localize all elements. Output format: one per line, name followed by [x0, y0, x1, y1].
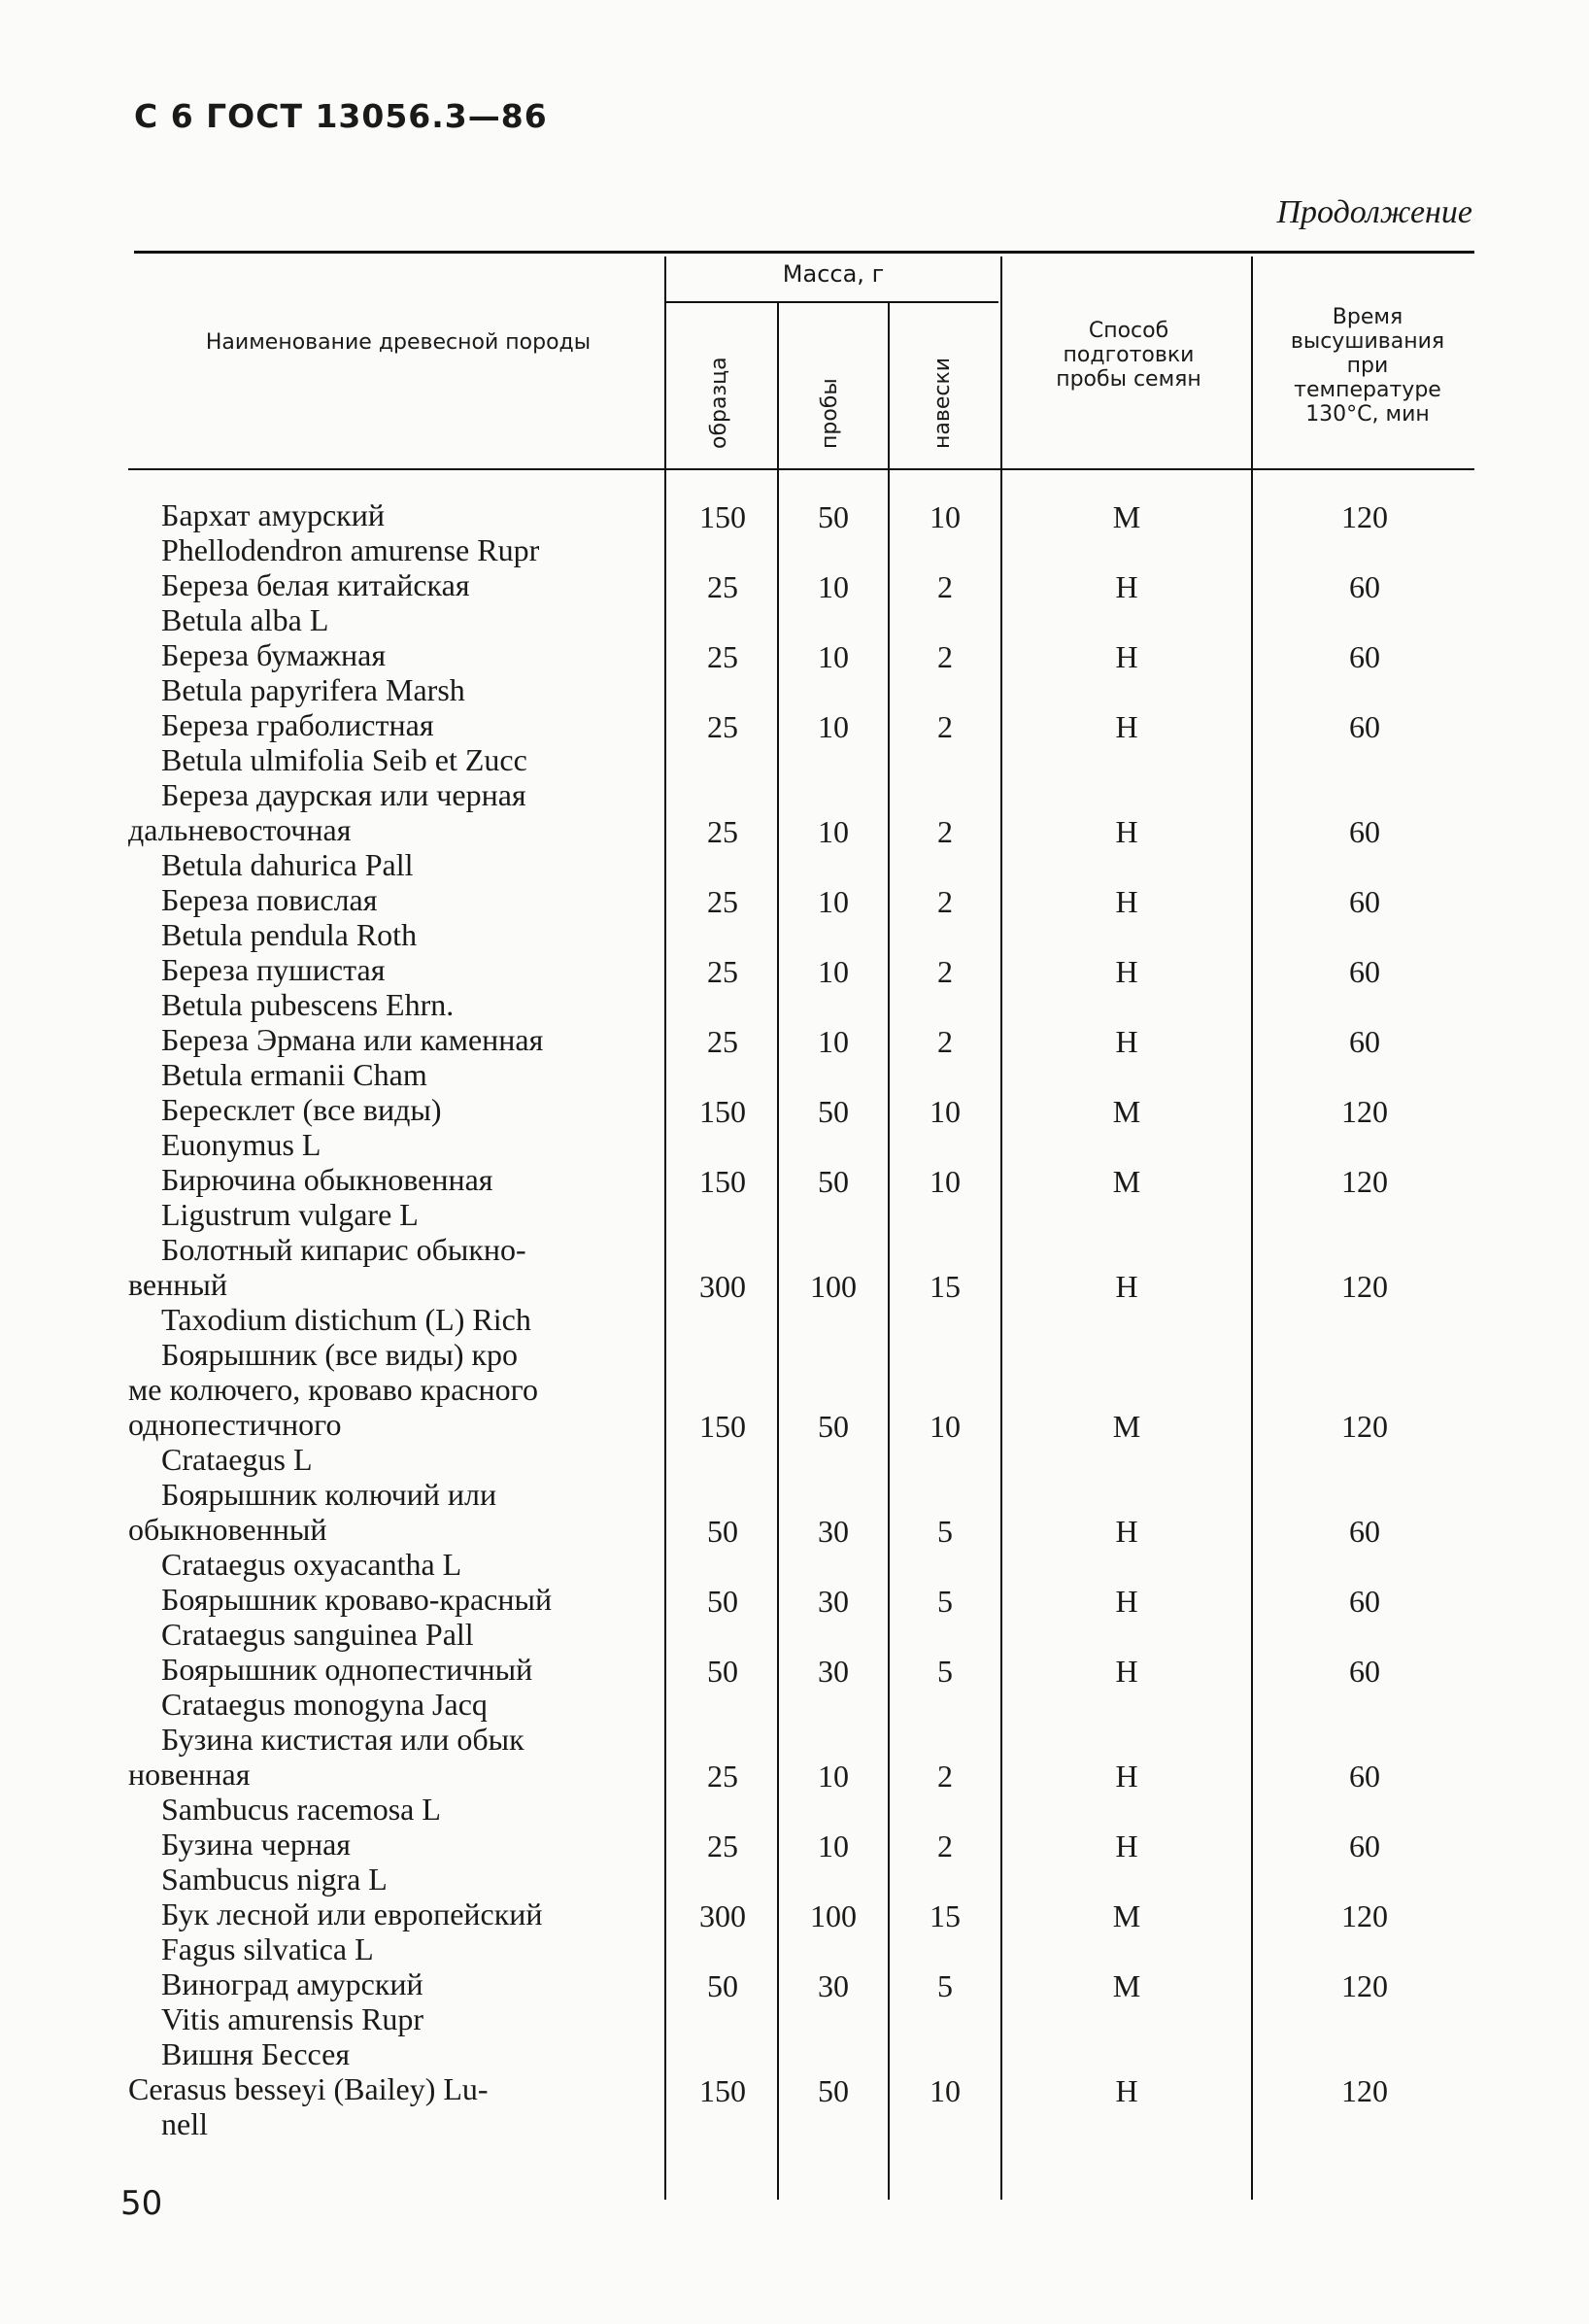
cell-weighing: 5	[937, 1514, 953, 1549]
cell-probe: 50	[818, 2073, 849, 2108]
cell-weighing: 2	[937, 709, 953, 744]
cell-species-name	[128, 707, 645, 777]
cell-method: М	[1112, 499, 1141, 534]
cell-sample: 25	[707, 1828, 738, 1863]
cell-sample: 50	[707, 1584, 738, 1619]
species-name-line: Береза пушистая	[161, 952, 386, 987]
column-divider-weighing	[1000, 256, 1002, 2200]
cell-method: Н	[1115, 1654, 1138, 1689]
species-name-line: обыкновенный	[128, 1512, 327, 1547]
species-name-line: Betula ermanii Cham	[161, 1057, 427, 1092]
cell-time: 120	[1341, 1898, 1388, 1933]
cell-probe: 100	[810, 1898, 857, 1933]
cell-sample: 50	[707, 1514, 738, 1549]
cell-method: Н	[1115, 884, 1138, 919]
species-name-line: Береза белая китайская	[161, 567, 470, 602]
cell-sample: 25	[707, 569, 738, 604]
cell-weighing: 10	[930, 1409, 961, 1444]
cell-probe: 50	[818, 1409, 849, 1444]
cell-weighing: 2	[937, 569, 953, 604]
column-divider-method	[1251, 256, 1253, 2200]
species-name-line: Crataegus monogyna Jacq	[161, 1687, 488, 1722]
cell-weighing: 15	[930, 1269, 961, 1304]
species-name-line: Бирючина обыкновенная	[161, 1162, 493, 1197]
cell-probe: 10	[818, 884, 849, 919]
cell-probe: 30	[818, 1654, 849, 1689]
cell-species-name	[128, 952, 645, 1022]
cell-probe: 50	[818, 1094, 849, 1129]
cell-weighing: 2	[937, 884, 953, 919]
cell-species-name	[128, 1652, 645, 1722]
cell-time: 120	[1341, 1094, 1388, 1129]
species-name-line: Боярышник однопестичный	[161, 1652, 533, 1687]
cell-sample: 25	[707, 1024, 738, 1059]
species-name-line: Береза граболистная	[161, 707, 434, 742]
species-name-line: Phellodendron amurense Rupr	[161, 532, 540, 567]
cell-species-name	[128, 497, 645, 567]
column-divider-probe	[888, 303, 890, 2200]
cell-method: Н	[1115, 639, 1138, 674]
species-name-line: Береза Эрмана или каменная	[161, 1022, 544, 1057]
species-name-line: Болотный кипарис обыкно-	[161, 1232, 526, 1267]
column-divider-sample	[777, 303, 779, 2200]
cell-time: 60	[1349, 639, 1380, 674]
cell-sample: 25	[707, 639, 738, 674]
cell-method: Н	[1115, 954, 1138, 989]
cell-method: М	[1112, 1094, 1141, 1129]
cell-sample: 150	[699, 499, 746, 534]
cell-time: 60	[1349, 884, 1380, 919]
species-name-line: nell	[161, 2106, 208, 2141]
cell-sample: 25	[707, 1759, 738, 1794]
cell-method: Н	[1115, 1759, 1138, 1794]
cell-weighing: 2	[937, 954, 953, 989]
species-name-line: Береза даурская или черная	[161, 777, 526, 812]
species-name-line: Taxodium distichum (L) Rich	[161, 1302, 531, 1337]
cell-method: Н	[1115, 709, 1138, 744]
cell-species-name	[128, 1897, 645, 1966]
cell-species-name	[128, 1337, 645, 1477]
species-name-line: Бархат амурский	[161, 497, 385, 532]
species-name-line: Betula pubescens Ehrn.	[161, 987, 455, 1022]
header-bottom-rule	[128, 468, 1474, 470]
cell-species-name	[128, 1966, 645, 2036]
cell-weighing: 2	[937, 1828, 953, 1863]
cell-weighing: 2	[937, 1024, 953, 1059]
cell-probe: 10	[818, 1828, 849, 1863]
cell-probe: 30	[818, 1968, 849, 2003]
cell-method: Н	[1115, 814, 1138, 849]
cell-species-name	[128, 1162, 645, 1232]
species-name-line: венный	[128, 1267, 227, 1302]
cell-method: Н	[1115, 2073, 1138, 2108]
cell-weighing: 10	[930, 499, 961, 534]
cell-probe: 10	[818, 1024, 849, 1059]
cell-method: Н	[1115, 1024, 1138, 1059]
species-name-line: Betula pendula Roth	[161, 917, 418, 952]
cell-method: М	[1112, 1968, 1141, 2003]
species-name-line: Betula papyrifera Marsh	[161, 672, 465, 707]
cell-sample: 25	[707, 954, 738, 989]
cell-species-name	[128, 1232, 645, 1337]
cell-time: 120	[1341, 1164, 1388, 1199]
species-name-line: дальневосточная	[128, 812, 352, 847]
species-name-line: Euonymus L	[161, 1127, 321, 1162]
species-name-line: Боярышник (все виды) кро	[161, 1337, 519, 1372]
cell-species-name	[128, 1827, 645, 1897]
cell-species-name	[128, 1022, 645, 1092]
cell-species-name	[128, 1092, 645, 1162]
cell-probe: 30	[818, 1514, 849, 1549]
species-name-line: Sambucus nigra L	[161, 1862, 388, 1897]
cell-probe: 10	[818, 1759, 849, 1794]
cell-weighing: 2	[937, 639, 953, 674]
header-method: Способ подготовки пробы семян	[1056, 319, 1201, 392]
cell-method: Н	[1115, 1828, 1138, 1863]
cell-sample: 150	[699, 2073, 746, 2108]
cell-method: Н	[1115, 1514, 1138, 1549]
cell-time: 120	[1341, 1409, 1388, 1444]
cell-sample: 300	[699, 1269, 746, 1304]
cell-probe: 10	[818, 954, 849, 989]
cell-probe: 10	[818, 814, 849, 849]
cell-sample: 300	[699, 1898, 746, 1933]
species-name-line: Crataegus sanguinea Pall	[161, 1617, 474, 1652]
species-name-line: Бузина кистистая или обык	[161, 1722, 524, 1757]
continuation-label: Продолжение	[1276, 194, 1472, 230]
cell-method: М	[1112, 1898, 1141, 1933]
cell-species-name	[128, 1477, 645, 1582]
cell-time: 120	[1341, 1968, 1388, 2003]
cell-probe: 50	[818, 1164, 849, 1199]
cell-method: Н	[1115, 569, 1138, 604]
cell-sample: 25	[707, 709, 738, 744]
cell-method: Н	[1115, 1269, 1138, 1304]
cell-sample: 50	[707, 1654, 738, 1689]
cell-time: 120	[1341, 1269, 1388, 1304]
cell-species-name	[128, 777, 645, 882]
species-name-line: Бук лесной или европейский	[161, 1897, 543, 1931]
cell-sample: 150	[699, 1164, 746, 1199]
cell-weighing: 10	[930, 2073, 961, 2108]
cell-time: 60	[1349, 709, 1380, 744]
cell-sample: 25	[707, 814, 738, 849]
cell-weighing: 2	[937, 1759, 953, 1794]
species-name-line: Боярышник кроваво-красный	[161, 1582, 553, 1617]
cell-weighing: 5	[937, 1584, 953, 1619]
species-name-line: Crataegus L	[161, 1442, 313, 1477]
cell-method: М	[1112, 1164, 1141, 1199]
cell-sample: 25	[707, 884, 738, 919]
cell-time: 60	[1349, 814, 1380, 849]
cell-sample: 150	[699, 1094, 746, 1129]
cell-species-name	[128, 2036, 645, 2141]
header-probe: пробы	[818, 378, 842, 449]
cell-time: 60	[1349, 1654, 1380, 1689]
table-top-rule	[134, 251, 1474, 254]
cell-time: 60	[1349, 1759, 1380, 1794]
column-divider-name	[664, 256, 666, 2200]
cell-species-name	[128, 1582, 645, 1652]
species-name-line: Виноград амурский	[161, 1966, 423, 2001]
mass-group-rule	[666, 301, 998, 303]
species-name-line: Вишня Бессея	[161, 2036, 351, 2071]
cell-time: 60	[1349, 1584, 1380, 1619]
species-name-line: новенная	[128, 1757, 251, 1792]
cell-weighing: 2	[937, 814, 953, 849]
species-name-line: Fagus silvatica L	[161, 1931, 374, 1966]
species-name-line: Cerasus besseyi (Bailey) Lu-	[128, 2071, 489, 2106]
species-name-line: Ligustrum vulgare L	[161, 1197, 419, 1232]
cell-time: 60	[1349, 954, 1380, 989]
species-name-line: Береза повислая	[161, 882, 378, 917]
species-name-line: Боярышник колючий или	[161, 1477, 497, 1512]
cell-species-name	[128, 1722, 645, 1827]
cell-probe: 30	[818, 1584, 849, 1619]
cell-sample: 50	[707, 1968, 738, 2003]
species-name-line: Betula dahurica Pall	[161, 847, 414, 882]
cell-weighing: 10	[930, 1094, 961, 1129]
cell-time: 120	[1341, 2073, 1388, 2108]
species-name-line: Sambucus racemosa L	[161, 1792, 441, 1827]
header-weighing: навески	[930, 357, 955, 449]
header-mass-group: Масса, г	[782, 260, 885, 288]
cell-time: 60	[1349, 1514, 1380, 1549]
species-name-line: ме колючего, кроваво красного	[128, 1372, 538, 1407]
species-name-line: Crataegus oxyacantha L	[161, 1547, 462, 1582]
cell-weighing: 10	[930, 1164, 961, 1199]
cell-probe: 10	[818, 569, 849, 604]
page-number: 50	[120, 2184, 163, 2223]
species-name-line: Береза бумажная	[161, 637, 387, 672]
species-name-line: Vitis amurensis Rupr	[161, 2001, 424, 2036]
cell-method: Н	[1115, 1584, 1138, 1619]
cell-probe: 10	[818, 709, 849, 744]
page-header: С 6 ГОСТ 13056.3—86	[134, 97, 548, 135]
header-time: Время высушивания при температуре 130°С, мин	[1290, 305, 1445, 427]
header-sample: образца	[707, 357, 731, 449]
cell-probe: 50	[818, 499, 849, 534]
cell-weighing: 5	[937, 1654, 953, 1689]
species-name-line: однопестичного	[128, 1407, 342, 1442]
cell-weighing: 5	[937, 1968, 953, 2003]
cell-probe: 10	[818, 639, 849, 674]
cell-sample: 150	[699, 1409, 746, 1444]
cell-method: М	[1112, 1409, 1141, 1444]
cell-probe: 100	[810, 1269, 857, 1304]
species-name-line: Бересклет (все виды)	[161, 1092, 442, 1127]
cell-time: 120	[1341, 499, 1388, 534]
cell-species-name	[128, 882, 645, 952]
header-name: Наименование древесной породы	[205, 330, 592, 355]
cell-species-name	[128, 637, 645, 707]
species-name-line: Betula alba L	[161, 602, 329, 637]
cell-weighing: 15	[930, 1898, 961, 1933]
cell-species-name	[128, 567, 645, 637]
species-name-line: Бузина черная	[161, 1827, 352, 1862]
cell-time: 60	[1349, 1024, 1380, 1059]
species-name-line: Betula ulmifolia Seib et Zucc	[161, 742, 527, 777]
cell-time: 60	[1349, 1828, 1380, 1863]
cell-time: 60	[1349, 569, 1380, 604]
